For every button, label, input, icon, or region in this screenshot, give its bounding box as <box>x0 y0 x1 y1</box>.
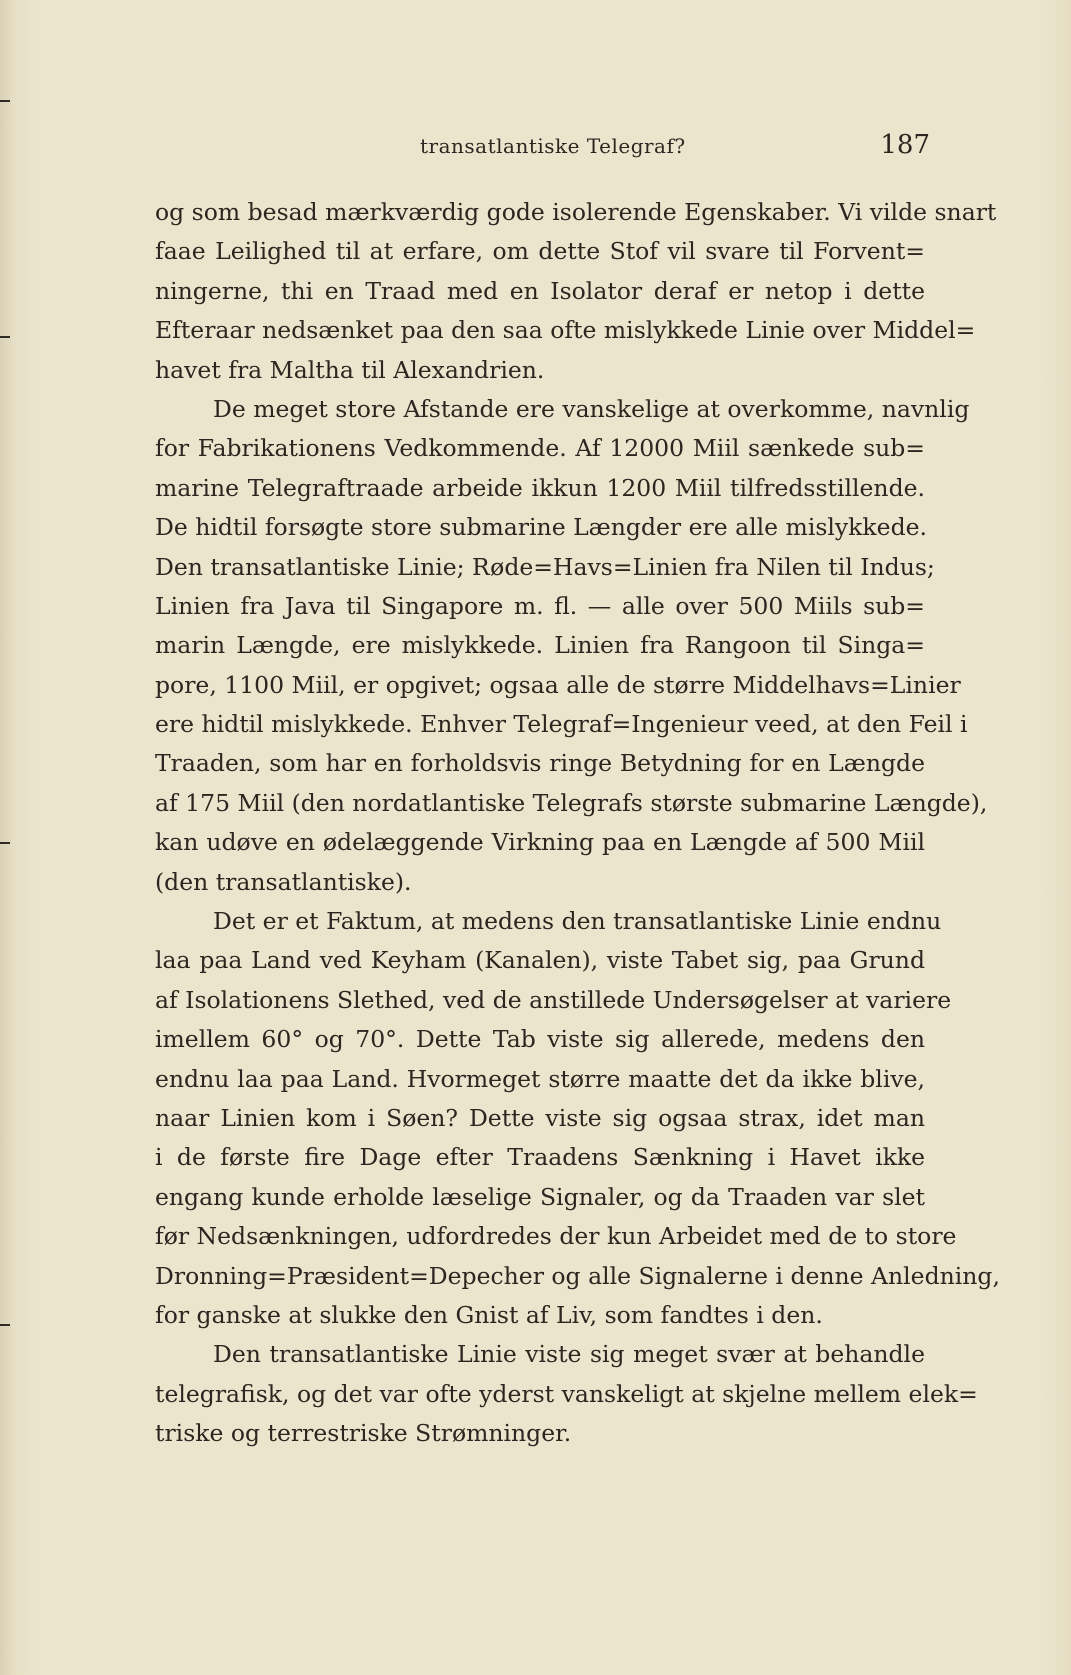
text-line: engang kunde erholde læselige Signaler, og da Traaden var slet <box>155 1182 925 1211</box>
text-line: af 175 Miil (den nordatlantiske Telegrafs største submarine Længde), <box>155 788 988 817</box>
margin-mark <box>0 336 10 338</box>
running-head <box>150 130 930 166</box>
text-line: af Isolationens Slethed, ved de anstillede Undersøgelser at variere <box>155 985 952 1014</box>
paragraph <box>155 1335 978 1453</box>
page-number: 187 <box>880 130 930 160</box>
body-text <box>155 193 1000 1454</box>
text-line: og som besad mærkværdig gode isolerende Egenskaber. Vi vilde snart <box>155 198 997 226</box>
text-line: Linien fra Java til Singapore m. fl. — alle over 500 Miils sub= <box>155 591 925 620</box>
text-line: for ganske at slukke den Gnist af Liv, som fandtes i den. <box>155 1300 823 1329</box>
paragraph <box>155 193 997 390</box>
text-line: pore, 1100 Miil, er opgivet; ogsaa alle de større Middelhavs=Linier <box>155 670 961 699</box>
text-line: for Fabrikationens Vedkommende. Af 12000 Miil sænkede sub= <box>155 434 925 463</box>
text-line: ningerne, thi en Traad med en Isolator deraf er netop i dette <box>155 276 925 305</box>
paragraph <box>155 902 1000 1335</box>
text-line: Den transatlantiske Linie; Røde=Havs=Linien fra Nilen til Indus; <box>155 552 935 581</box>
text-line: (den transatlantiske). <box>155 867 412 896</box>
text-line: imellem 60° og 70°. Dette Tab viste sig allerede, medens den <box>155 1025 925 1054</box>
text-line: før Nedsænkningen, udfordredes der kun Arbeidet med de to store <box>155 1222 957 1251</box>
text-line: triske og terrestriske Strømninger. <box>155 1419 572 1448</box>
text-line: faae Leilighed til at erfare, om dette Stof vil svare til Forvent= <box>155 237 925 266</box>
text-line: ere hidtil mislykkede. Enhver Telegraf=Ingenieur veed, at den Feil i <box>155 710 968 739</box>
paragraph <box>155 390 988 902</box>
running-title: transatlantiske Telegraf? <box>420 134 686 158</box>
text-line: endnu laa paa Land. Hvormeget større maatte det da ikke blive, <box>155 1064 925 1093</box>
text-line: havet fra Maltha til Alexandrien. <box>155 355 545 384</box>
text-line: De hidtil forsøgte store submarine Længder ere alle mislykkede. <box>155 513 927 542</box>
text-line: i de første fire Dage efter Traadens Sænkning i Havet ikke <box>155 1143 925 1172</box>
text-line: naar Linien kom i Søen? Dette viste sig ogsaa strax, idet man <box>155 1103 925 1132</box>
text-line: Den transatlantiske Linie viste sig meget svær at behandle <box>213 1340 925 1369</box>
text-line: laa paa Land ved Keyham (Kanalen), viste Tabet sig, paa Grund <box>155 946 925 975</box>
text-line: Efteraar nedsænket paa den saa ofte mislykkede Linie over Middel= <box>155 316 976 345</box>
text-line: marin Længde, ere mislykkede. Linien fra Rangoon til Singa= <box>155 631 925 660</box>
text-line: Dronning=Præsident=Depecher og alle Signalerne i denne Anledning, <box>155 1261 1000 1290</box>
text-line: Det er et Faktum, at medens den transatlantiske Linie endnu <box>213 907 942 936</box>
text-line: De meget store Afstande ere vanskelige at overkomme, navnlig <box>213 394 970 423</box>
text-line: telegrafisk, og det var ofte yderst vanskeligt at skjelne mellem elek= <box>155 1379 978 1408</box>
text-line: Traaden, som har en forholdsvis ringe Betydning for en Længde <box>155 749 925 778</box>
margin-mark <box>0 100 10 102</box>
margin-mark <box>0 842 10 844</box>
margin-mark <box>0 1324 10 1326</box>
text-line: kan udøve en ødelæggende Virkning paa en Længde af 500 Miil <box>155 828 925 857</box>
text-line: marine Telegraftraade arbeide ikkun 1200 Miil tilfredsstillende. <box>155 473 925 502</box>
